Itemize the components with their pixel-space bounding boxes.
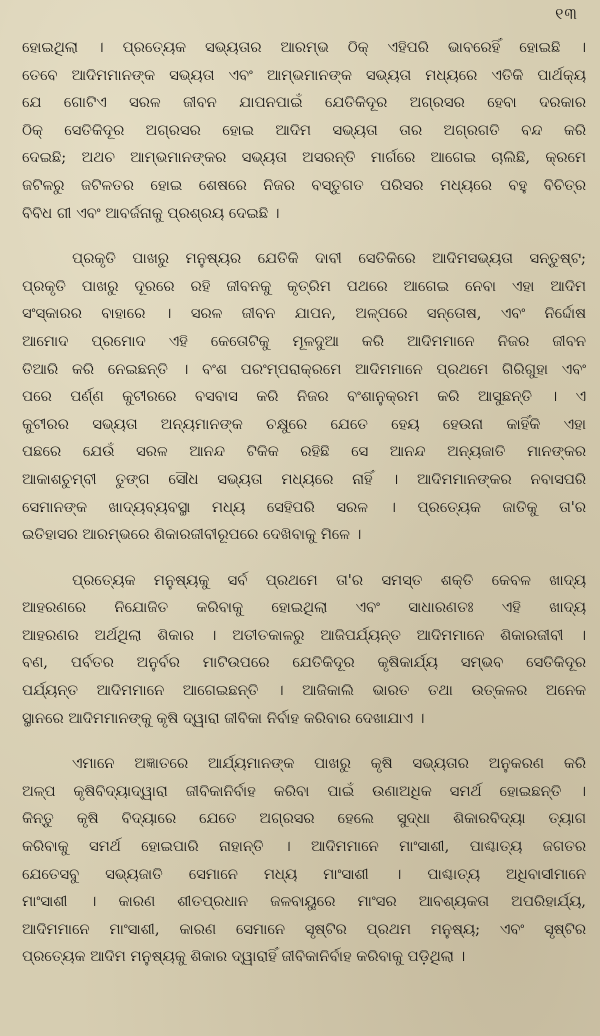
text-line: ପ୍ରତ୍ୟେକ ମନୁଷ୍ୟକୁ ସର୍ବ ପ୍ରଥମେ ତା'ର ସମସ୍ତ ଶକ୍ତି କେବଳ ଖାଦ୍ୟ — [72, 571, 586, 589]
text-line: ସେମାନଙ୍କ ଖାଦ୍ୟବ୍ୟବସ୍ଥା ମଧ୍ୟ ସେହିପରି ସରଳ । ପ୍ରତ୍ୟେକ ଜାତିକୁ ତା'ର — [22, 498, 586, 516]
text-line: ପ୍ରକୃତି ପାଖରୁ ଦୂରରେ ରହି ଜୀବନକୁ କୃତ୍ରିମ ପଥରେ ଆଗେଇ ନେବା ଏହା ଆଦିମ — [22, 277, 586, 295]
text-line: ଜଟିଳରୁ ଜଟିଳତର ହୋଇ ଶେଷରେ ନିଜର ବସ୍ତୁଗତ ପରିସର ମଧ୍ୟରେ ବହୁ ବିଚିତ୍ର — [22, 176, 586, 194]
text-line: ଯେ ଗୋଟିଏ ସରଳ ଜୀବନ ଯାପନପାଇଁ ଯେତିକିଦୂର ଅଗ୍ରସର ହେବା ଦରକାର — [22, 94, 586, 112]
paragraph-gap — [22, 732, 586, 750]
text-line: ଠିକ୍ ସେତିକିଦୂର ଅଗ୍ରସର ହୋଇ ଆଦିମ ସଭ୍ୟତା ତାର ଅଗ୍ରଗତି ବନ୍ଦ କରି — [22, 121, 586, 139]
page-text — [22, 4, 586, 971]
text-line: ପରେ ପର୍ଣ୍ଣ କୁଟୀରରେ ବସବାସ କରି ନିଜର ବଂଶାନୁକ୍ରମ କରି ଆସୁଛନ୍ତି । ଏ — [22, 388, 586, 406]
text-line: ତେବେ ଆଦିମମାନଙ୍କ ସଭ୍ୟତା ଏବଂ ଆମ୍ଭମାନଙ୍କ ସଭ୍ୟତା ମଧ୍ୟରେ ଏତିକି ପାର୍ଥକ୍ୟ — [22, 66, 586, 84]
text-line: ପ୍ରକୃତି ପାଖରୁ ମନୁଷ୍ୟର ଯେତିକି ଦାବୀ ସେତିକିରେ ଆଦିମସଭ୍ୟତା ସନ୍ତୁଷ୍ଟ; — [72, 250, 586, 268]
text-line: ପର୍ଯ୍ୟନ୍ତ ଆଦିମମାନେ ଆଗେଇଛନ୍ତି । ଆଜିକାଲି ଭାରତ ତଥା ଉତ୍କଳର ଅନେକ — [22, 682, 586, 700]
text-line: ଆକାଶଚୁମ୍ବୀ ତୁଙ୍ଗ ସୌଧ ସଭ୍ୟତା ମଧ୍ୟରେ ନାହିଁ । ଆଦିମମାନଙ୍କର ନବାସପରି — [22, 470, 586, 488]
text-line: ପଛରେ ଯେଉଁ ସରଳ ଆନନ୍ଦ ଟିକିକ ରହିଛି ସେ ଆନନ୍ଦ ଅନ୍ୟଜାତି ମାନଙ୍କର — [22, 443, 586, 461]
text-line: ମାଂସାଶୀ । କାରଣ ଶୀତପ୍ରଧାନ ଜଳବାୟୁରେ ମାଂସର ଆବଶ୍ୟକତା ଅପରିହାର୍ଯ୍ୟ, — [22, 893, 586, 911]
text-line: କରିବାକୁ ସମର୍ଥ ହୋଇପାରି ନାହାନ୍ତି । ଆଦିମମାନେ ମାଂସାଶୀ, ପାଶ୍ଚାତ୍ୟ ଜଗତର — [22, 838, 586, 856]
page-number: ୧୩ — [555, 4, 578, 23]
paragraph-3 — [22, 567, 586, 733]
text-line: ଯେତେସବୁ ସଭ୍ୟଜାତି ସେମାନେ ମଧ୍ୟ ମାଂସାଶୀ । ପାଶ୍ଚାତ୍ୟ ଅଧିବାସୀମାନେ — [22, 865, 586, 883]
text-line: ଦେଇଛି; ଅଥଚ ଆମ୍ଭମାନଙ୍କର ସଭ୍ୟତା ଅସରନ୍ତି ମାର୍ଗରେ ଆଗେଇ ଚାଲିଛି, କ୍ରମେ — [22, 149, 586, 167]
text-line: କୁଟୀରର ସଭ୍ୟତା ଅନ୍ୟମାନଙ୍କ ଚକ୍ଷୁରେ ଯେତେ ହେୟ ହେଉନା କାହିଁକି ଏହା — [22, 415, 586, 433]
text-line: ଆମୋଦ ପ୍ରମୋଦ ଏହି କେତୋଟିକୁ ମୂଳଦୁଆ କରି ଆଦିମମାନେ ନିଜର ଜୀବନ — [22, 332, 586, 350]
text-line: ସ୍ଥାନରେ ଆଦିମମାନଙ୍କୁ କୃଷି ଦ୍ୱାରା ଜୀବିକା ନିର୍ବାହ କରିବାର ଦେଖାଯାଏ । — [22, 709, 425, 727]
text-line: ଆହରଣର ଅର୍ଥଥିଲା ଶିକାର । ଅତୀତକାଳରୁ ଆଜିପର୍ଯ୍ୟନ୍ତ ଆଦିମମାନେ ଶିକାରଜୀବୀ । — [22, 626, 586, 644]
paragraph-2 — [22, 245, 586, 549]
text-line: ହୋଇଥିଲା । ପ୍ରତ୍ୟେକ ସଭ୍ୟତାର ଆରମ୍ଭ ଠିକ୍ ଏହିପରି ଭାବରେହିଁ ହୋଇଛି । — [22, 39, 586, 56]
paragraph-1 — [22, 34, 586, 227]
paragraph-gap — [22, 549, 586, 567]
text-line: ଅଳ୍ପ କୃଷିବିଦ୍ୟାଦ୍ୱାରା ଜୀବିକାନିର୍ବାହ କରିବା ପାଇଁ ଉଣାଅଧିକ ସମର୍ଥ ହୋଇଛନ୍ତି । — [22, 782, 586, 800]
text-line: ଆଦିମମାନେ ମାଂସାଶୀ, କାରଣ ସେମାନେ ସୃଷ୍ଟିର ପ୍ରଥମ ମନୁଷ୍ୟ; ଏବଂ ସୃଷ୍ଟିର — [22, 920, 586, 938]
text-line: ଏମାନେ ଅଜ୍ଞାତରେ ଆର୍ଯ୍ୟମାନଙ୍କ ପାଖରୁ କୃଷି ସଭ୍ୟତାର ଅନୁକରଣ କରି — [72, 755, 586, 773]
text-line: ଆହରଣରେ ନିଯୋଜିତ କରିବାକୁ ହୋଇଥିଲା ଏବଂ ସାଧାରଣତଃ ଏହି ଖାଦ୍ୟ — [22, 599, 586, 617]
text-line: ତିଆରି କରି ନେଇଛନ୍ତି । ବଂଶ ପରଂମ୍ପରାକ୍ରମେ ଆଦିମମାନେ ପ୍ରଥମେ ଗିରିଗୁହା ଏବଂ — [22, 360, 586, 378]
paragraph-4 — [22, 750, 586, 971]
paragraph-gap — [22, 227, 586, 245]
text-line: ଇତିହାସର ଆରମ୍ଭରେ ଶିକାରଜୀବୀରୂପରେ ଦେଖିବାକୁ ମିଳେ । — [22, 526, 362, 544]
text-line: ବଣ, ପର୍ବତର ଅନୁର୍ବର ମାଟିଉପରେ ଯେତିକିଦୂର କୃଷିକାର୍ଯ୍ୟ ସମ୍ଭବ ସେତିକିଦୂର — [22, 654, 586, 672]
text-line: କିନ୍ତୁ କୃଷି ବିଦ୍ୟାରେ ଯେତେ ଅଗ୍ରସର ହେଲେ ସୁଦ୍ଧା ଶିକାରବିଦ୍ୟା ତ୍ୟାଗ — [22, 810, 586, 828]
text-line: ବିବିଧ ଗୀ ଏବଂ ଆବର୍ଜନାକୁ ପ୍ରଶ୍ରୟ ଦେଇଛି । — [22, 204, 280, 222]
text-line: ସଂସ୍କାରର ବାହାରେ । ସରଳ ଜୀବନ ଯାପନ, ଅଳ୍ପରେ ସନ୍ତୋଷ, ଏବଂ ନିର୍ଦ୍ଦୋଷ — [22, 305, 586, 323]
text-line: ପ୍ରତ୍ୟେକ ଆଦିମ ମନୁଷ୍ୟକୁ ଶିକାର ଦ୍ୱାରାହିଁ ଜୀବିକାନିର୍ବାହ କରିବାକୁ ପଡ଼ିଥିଲା । — [22, 948, 466, 966]
